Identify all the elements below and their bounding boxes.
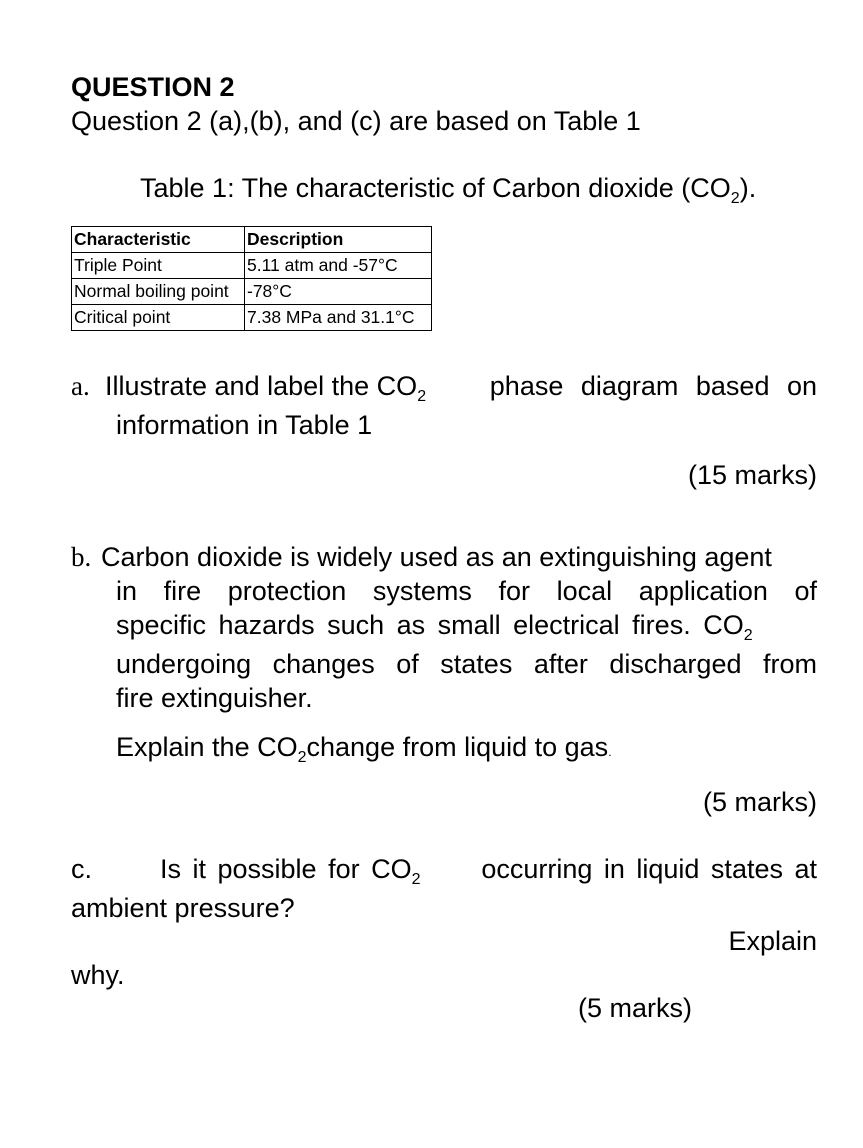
part-c-line1-text: Is it possible for CO: [160, 854, 412, 884]
table-cell: 7.38 MPa and 31.1°C: [245, 305, 432, 331]
table-caption-suffix: ).: [739, 173, 757, 203]
part-b-line1: Carbon dioxide is widely used as an extinguishing agent: [101, 542, 772, 572]
table-header-cell: Description: [245, 227, 432, 253]
part-a-line1-prefix: [105, 371, 427, 405]
part-b-line5: fire extinguisher.: [116, 683, 313, 713]
part-c-line1-prefix: [160, 854, 421, 888]
table-header-row: [72, 227, 432, 253]
part-c-subscript: 2: [411, 871, 421, 888]
part-b-explain-dot: .: [608, 745, 612, 759]
part-b-line4: undergoing changes of states after discharged from: [116, 649, 817, 679]
table-cell: Triple Point: [72, 253, 245, 279]
part-b-line3-text: specific hazards such as small electrical fires. CO: [116, 610, 744, 640]
table-cell: 5.11 atm and -57°C: [245, 253, 432, 279]
part-a-letter: a.: [71, 371, 90, 401]
table-caption-prefix: Table 1: The characteristic of Carbon dioxide (CO: [140, 173, 731, 203]
part-c-line1-suffix: occurring in liquid states at: [481, 854, 817, 884]
part-c-explain: Explain: [728, 926, 817, 956]
characteristics-table: [71, 226, 432, 331]
part-b-explain-subscript: 2: [297, 749, 307, 766]
part-b-subscript: 2: [743, 627, 753, 644]
question-title: QUESTION 2: [71, 72, 235, 102]
part-a-line2: information in Table 1: [116, 410, 373, 440]
part-b-line3-words: [116, 610, 753, 644]
table-row: [72, 279, 432, 305]
table-row: [72, 305, 432, 331]
table-cell: Normal boiling point: [72, 279, 245, 305]
part-a-subscript: 2: [417, 388, 427, 405]
part-b-marks: (5 marks): [703, 787, 817, 817]
question-intro: Question 2 (a),(b), and (c) are based on Table 1: [71, 106, 641, 136]
part-b-letter: b.: [71, 542, 92, 572]
part-a-marks: (15 marks): [687, 460, 817, 490]
table-header-cell: Characteristic: [72, 227, 245, 253]
part-c-line2: ambient pressure?: [71, 893, 295, 923]
part-a-line1: [105, 371, 817, 405]
part-b-line3: [116, 610, 817, 644]
part-c-line1: [160, 854, 817, 888]
part-c-letter: c.: [71, 854, 93, 884]
part-b-explain: [116, 732, 612, 766]
part-b-explain-prefix: Explain the CO: [116, 732, 298, 762]
part-c-marks: (5 marks): [578, 993, 692, 1023]
part-a-line1-text: Illustrate and label the CO: [105, 371, 418, 401]
part-b-explain-suffix: change from liquid to gas: [306, 732, 609, 762]
table-cell: -78°C: [245, 279, 432, 305]
table-row: [72, 253, 432, 279]
part-c-why: why.: [71, 960, 125, 990]
table-caption: [140, 173, 757, 207]
part-a-line1-suffix: phase diagram based on: [489, 371, 817, 401]
table-cell: Critical point: [72, 305, 245, 331]
table-caption-subscript: 2: [730, 190, 740, 207]
part-b-line2: in fire protection systems for local application of: [116, 576, 817, 606]
